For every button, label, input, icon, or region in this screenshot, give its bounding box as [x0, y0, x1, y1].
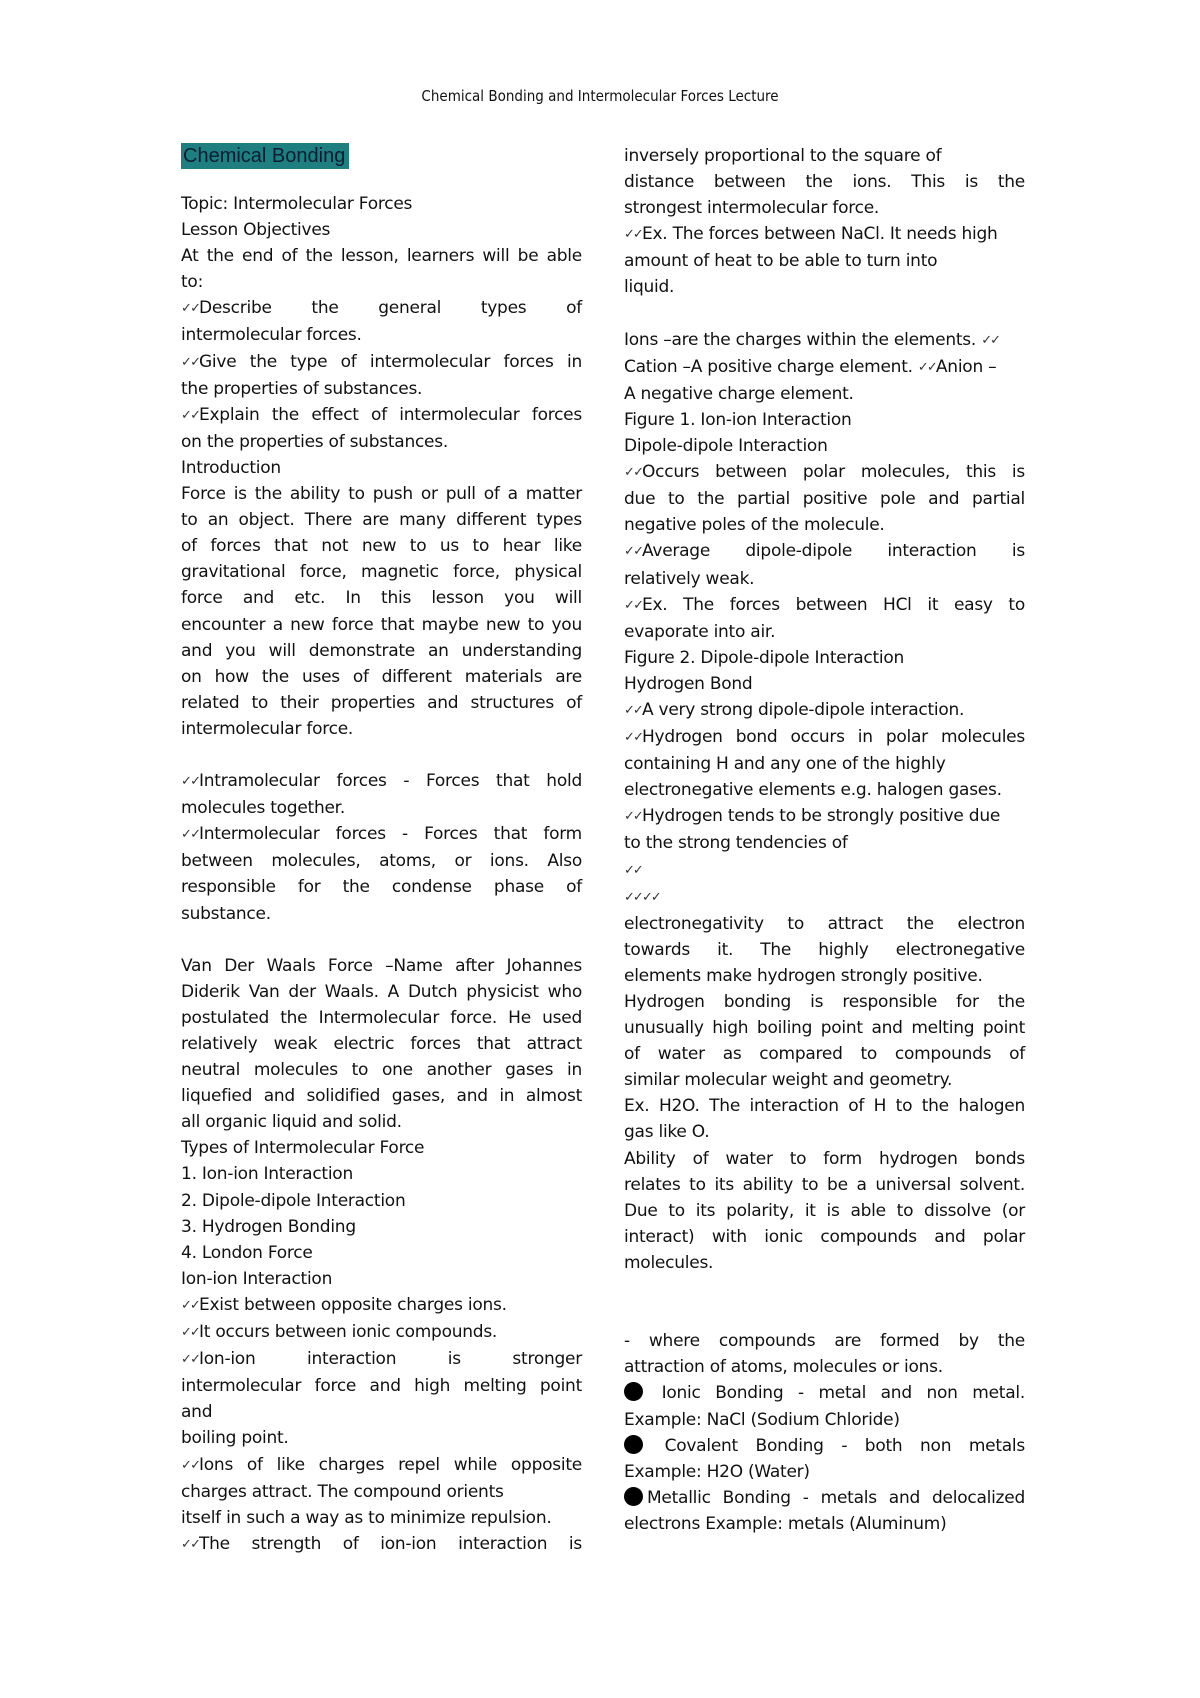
intro-line: and you will demonstrate an understanding	[181, 640, 582, 661]
dipole-dipole-item: ✓✓Occurs between polar molecules, this is	[624, 459, 1025, 486]
checkmark-bullet-icon: ✓✓	[624, 597, 642, 613]
hydrogen-bond-heading: Hydrogen Bond	[624, 673, 753, 694]
dipole-dipole-heading: Dipole-dipole Interaction	[624, 436, 828, 457]
page-header: Chemical Bonding and Intermolecular Forces Lecture	[421, 87, 779, 105]
checkmark-bullet-icon: ✓✓	[181, 1457, 199, 1473]
chemical-bonding-definition: - where compounds are formed by the	[624, 1331, 1025, 1352]
checkmark-bullet-icon: ✓✓	[624, 809, 642, 825]
intro-line: encounter a new force that maybe new to you	[181, 614, 582, 635]
van-der-waals-line: liquefied and solidified gases, and in almost	[181, 1086, 582, 1107]
objective-item-cont: the properties of substances.	[181, 378, 423, 399]
objectives-heading: Lesson Objectives	[181, 220, 331, 241]
checkmark-bullet-icon: ✓✓	[181, 354, 199, 370]
van-der-waals-line: all organic liquid and solid.	[181, 1112, 402, 1133]
dipole-dipole-item-cont: relatively weak.	[624, 568, 755, 589]
checkmark-bullet-icon: ✓✓	[624, 465, 642, 481]
water-example-line: Ex. H2O. The interaction of H to the halogen	[624, 1096, 1025, 1117]
objective-item: ✓✓Explain the effect of intermolecular forces	[181, 402, 582, 429]
chemical-bonding-definition: attraction of atoms, molecules or ions.	[624, 1357, 943, 1378]
objective-item-cont: on the properties of substances.	[181, 431, 449, 452]
bond-type-item: Covalent Bonding - both non metals	[624, 1433, 1025, 1459]
checkmark-bullet-icon: ✓✓	[624, 227, 642, 243]
hydrogen-bond-item: ✓✓Hydrogen tends to be strongly positive due	[624, 803, 1025, 830]
van-der-waals-line: postulated the Intermolecular force. He used	[181, 1007, 582, 1028]
introduction-heading: Introduction	[181, 457, 281, 478]
ion-ion-item-cont: and	[181, 1402, 213, 1423]
water-example-line: gas like O.	[624, 1122, 710, 1143]
dipole-dipole-item: ✓✓Ex. The forces between HCl it easy to	[624, 592, 1025, 619]
filled-circle-icon	[624, 1487, 643, 1506]
dipole-dipole-item: ✓✓Average dipole-dipole interaction is	[624, 538, 1025, 565]
ion-ion-item-cont: itself in such a way as to minimize repulsion.	[181, 1507, 552, 1528]
van-der-waals-line: relatively weak electric forces that attract	[181, 1034, 582, 1054]
ion-ion-item: ✓✓Exist between opposite charges ions.	[181, 1292, 582, 1319]
types-list-item: 1. Ion-ion Interaction	[181, 1164, 353, 1185]
checkmark-bullet-icon: ✓✓	[642, 889, 660, 905]
water-ability-line: Ability of water to form hydrogen bonds	[624, 1148, 1025, 1169]
objective-item-cont: intermolecular forces.	[181, 325, 362, 346]
ion-ion-item-cont: charges attract. The compound orients	[181, 1481, 504, 1502]
water-ability-line: relates to its ability to be a universal solvent.	[624, 1174, 1025, 1195]
hydrogen-bond-item: ✓✓Hydrogen bond occurs in polar molecules	[624, 724, 1025, 751]
ion-ion-item-cont: inversely proportional to the square of	[624, 146, 942, 166]
intro-line: force and etc. In this lesson you will	[181, 588, 582, 609]
bond-type-example: electrons Example: metals (Aluminum)	[624, 1513, 947, 1534]
van-der-waals-line: Van Der Waals Force –Name after Johannes	[181, 955, 582, 976]
intro-line: to an object. There are many different types	[181, 510, 582, 531]
intro-line: gravitational force, magnetic force, physical	[181, 562, 582, 583]
water-ability-line: molecules.	[624, 1252, 714, 1273]
hydrogen-bond-item: ✓✓A very strong dipole-dipole interaction.	[624, 697, 1025, 724]
ion-ion-item: ✓✓The strength of ion-ion interaction is	[181, 1531, 582, 1558]
objectives-intro-end: to:	[181, 272, 204, 293]
checkmark-bullet-icon: ✓✓	[624, 544, 642, 560]
example-item: ✓✓Ex. The forces between NaCl. It needs high	[624, 221, 1025, 248]
water-ability-line: interact) with ionic compounds and polar	[624, 1226, 1025, 1247]
stray-bullet-line	[624, 857, 1025, 884]
filled-circle-icon	[624, 1435, 643, 1454]
hydrogen-bonding-line: similar molecular weight and geometry.	[624, 1070, 953, 1091]
checkmark-bullet-icon: ✓✓	[181, 1536, 199, 1552]
objective-item: ✓✓Describe the general types of	[181, 295, 582, 322]
objectives-intro: At the end of the lesson, learners will be able	[181, 246, 582, 267]
dipole-dipole-item-cont: due to the partial positive pole and partial	[624, 489, 1025, 510]
bond-type-item: Metallic Bonding - metals and delocalized	[624, 1485, 1025, 1511]
hydrogen-bonding-line: of water as compared to compounds of	[624, 1044, 1025, 1065]
cation-definition: Cation –A positive charge element. ✓✓Anion –	[624, 354, 1025, 381]
ion-ion-item-cont: strongest intermolecular force.	[624, 198, 880, 219]
checkmark-bullet-icon: ✓✓	[624, 862, 642, 878]
checkmark-bullet-icon: ✓✓	[181, 407, 199, 423]
example-item-cont: amount of heat to be able to turn into	[624, 251, 938, 272]
section-title: Chemical Bonding	[181, 143, 349, 169]
left-column	[181, 143, 582, 1558]
ion-ion-item: ✓✓Ion-ion interaction is stronger	[181, 1346, 582, 1373]
intramolecular-item-cont: molecules together.	[181, 798, 346, 819]
checkmark-bullet-icon: ✓✓	[981, 332, 999, 348]
intramolecular-item: ✓✓Intramolecular forces - Forces that hold	[181, 768, 582, 795]
electronegativity-line: elements make hydrogen strongly positive.	[624, 965, 983, 986]
figure-caption: Figure 1. Ion-ion Interaction	[624, 409, 852, 430]
van-der-waals-line: neutral molecules to one another gases in	[181, 1060, 582, 1081]
intermolecular-item: ✓✓Intermolecular forces - Forces that form	[181, 821, 582, 848]
ion-ion-item-cont: boiling point.	[181, 1428, 289, 1449]
bond-type-example: Example: NaCl (Sodium Chloride)	[624, 1409, 900, 1430]
types-list-item: 3. Hydrogen Bonding	[181, 1216, 356, 1237]
intro-line: intermolecular force.	[181, 718, 354, 739]
van-der-waals-line: Diderik Van der Waals. A Dutch physicist who	[181, 981, 582, 1002]
hydrogen-bonding-line: unusually high boiling point and melting point	[624, 1018, 1025, 1039]
checkmark-bullet-icon: ✓✓	[181, 827, 199, 843]
checkmark-bullet-icon: ✓✓	[181, 1352, 199, 1368]
types-heading: Types of Intermolecular Force	[181, 1138, 425, 1159]
hydrogen-bond-item-cont: to the strong tendencies of	[624, 833, 848, 854]
dipole-dipole-item-cont: evaporate into air.	[624, 621, 776, 642]
intermolecular-item-cont: substance.	[181, 903, 271, 924]
water-ability-line: Due to its polarity, it is able to dissolve (or	[624, 1200, 1025, 1221]
checkmark-bullet-icon: ✓✓	[624, 889, 642, 905]
ion-ion-item: ✓✓It occurs between ionic compounds.	[181, 1319, 582, 1346]
right-column	[624, 143, 1025, 1537]
intermolecular-item-cont: responsible for the condense phase of	[181, 877, 582, 898]
bond-type-item: Ionic Bonding - metal and non metal.	[624, 1380, 1025, 1406]
checkmark-bullet-icon: ✓✓	[181, 1325, 199, 1341]
checkmark-bullet-icon: ✓✓	[624, 702, 642, 718]
checkmark-bullet-icon: ✓✓	[181, 301, 199, 317]
dipole-dipole-item-cont: negative poles of the molecule.	[624, 515, 885, 536]
types-list-item: 4. London Force	[181, 1242, 313, 1263]
checkmark-bullet-icon: ✓✓	[917, 359, 936, 375]
topic-line: Topic: Intermolecular Forces	[181, 194, 413, 214]
checkmark-bullet-icon: ✓✓	[624, 730, 642, 746]
hydrogen-bonding-line: Hydrogen bonding is responsible for the	[624, 992, 1025, 1012]
hydrogen-bond-item-cont: electronegative elements e.g. halogen gases.	[624, 780, 1002, 801]
ion-ion-heading: Ion-ion Interaction	[181, 1268, 333, 1289]
figure-caption: Figure 2. Dipole-dipole Interaction	[624, 647, 905, 668]
electronegativity-line: electronegativity to attract the electron	[624, 913, 1025, 934]
filled-circle-icon	[624, 1382, 643, 1401]
bond-type-example: Example: H2O (Water)	[624, 1461, 810, 1482]
stray-bullet-line	[624, 884, 1025, 911]
ion-ion-item: ✓✓Ions of like charges repel while opposite	[181, 1452, 582, 1479]
types-list-item: 2. Dipole-dipole Interaction	[181, 1190, 406, 1211]
anion-definition: A negative charge element.	[624, 383, 854, 404]
objective-item: ✓✓Give the type of intermolecular forces in	[181, 349, 582, 376]
checkmark-bullet-icon: ✓✓	[181, 774, 199, 790]
intro-line: of forces that not new to us to hear like	[181, 536, 582, 557]
intro-line: related to their properties and structures of	[181, 692, 582, 713]
ion-ion-item-cont: distance between the ions. This is the	[624, 172, 1025, 193]
intro-line: on how the uses of different materials are	[181, 666, 582, 687]
hydrogen-bond-item-cont: containing H and any one of the highly	[624, 754, 946, 775]
ion-ion-item-cont: intermolecular force and high melting point	[181, 1376, 582, 1397]
electronegativity-line: towards it. The highly electronegative	[624, 939, 1025, 960]
example-item-cont: liquid.	[624, 277, 675, 298]
checkmark-bullet-icon: ✓✓	[181, 1297, 199, 1313]
intro-line: Force is the ability to push or pull of a matter	[181, 484, 582, 505]
intermolecular-item-cont: between molecules, atoms, or ions. Also	[181, 851, 582, 872]
ions-definition: Ions –are the charges within the elements. ✓✓	[624, 327, 1025, 354]
